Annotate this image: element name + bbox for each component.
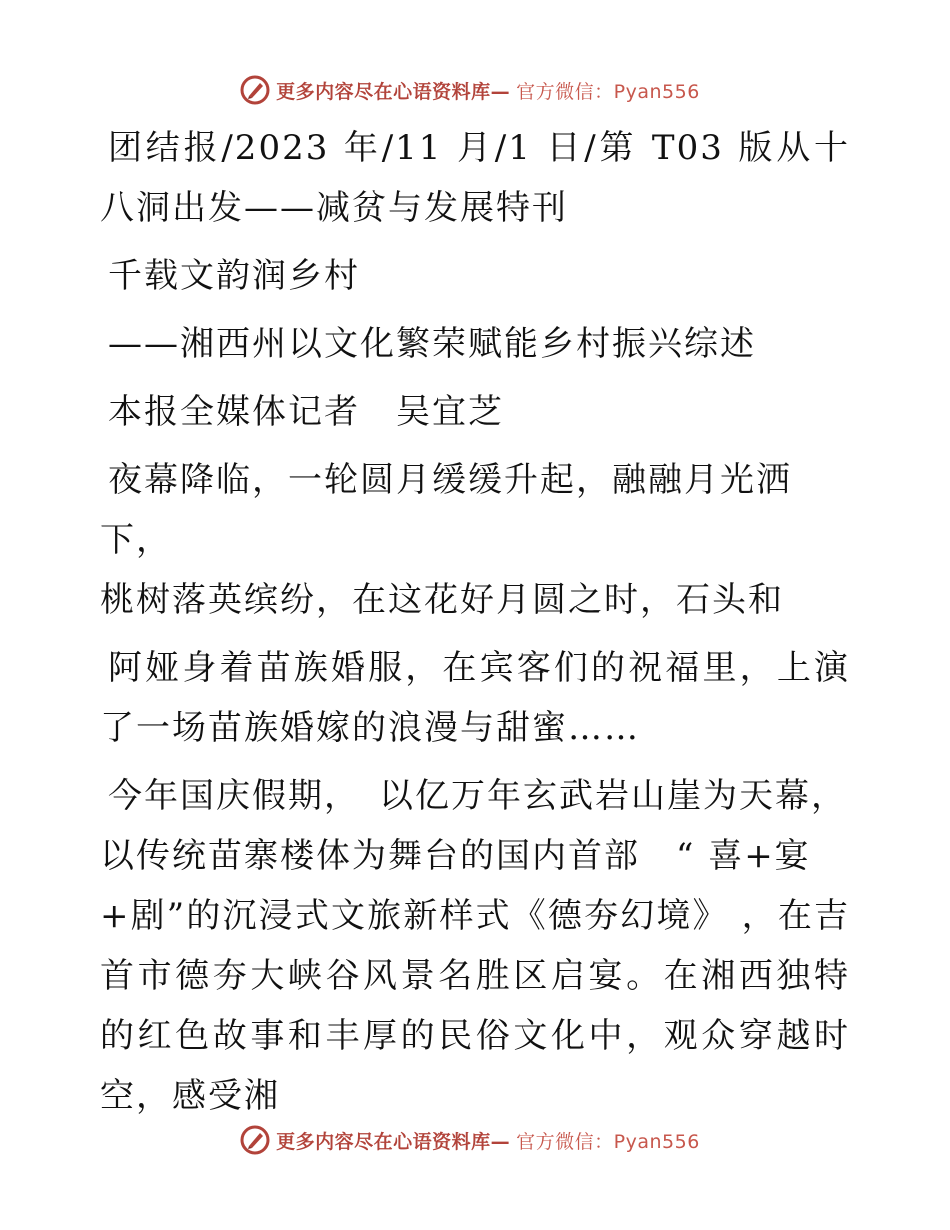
paragraph-1-line-1: 夜幕降临，一轮圆月缓缓升起，融融月光洒下，: [100, 460, 792, 560]
watermark-contact: 官方微信：Pyan556: [516, 1130, 700, 1153]
article-title: 千载文韵润乡村: [108, 256, 360, 296]
byline: 本报全媒体记者 吴宜芝: [108, 392, 504, 432]
watermark-text: 更多内容尽在心语资料库—: [276, 1130, 511, 1153]
paragraph-2: 阿娅身着苗族婚服，在宾客们的祝福里，上演了一场苗族婚嫁的浪漫与甜蜜……: [100, 648, 850, 748]
paragraph-3-line-1: 今年国庆假期， 以亿万年玄武岩山崖为天幕，: [108, 776, 847, 816]
watermark-text: 更多内容尽在心语资料库—: [276, 80, 511, 103]
pen-logo-icon: [240, 75, 270, 105]
paragraph-3-rest: +剧”的沉浸式文旅新样式《德夯幻境》 ，在吉首市德夯大峡谷风景名胜区启宴。在湘西独特的红色故事和丰厚的民俗文化中，观众穿越时空，感受湘: [100, 896, 850, 1116]
paragraph-1-line-2: 桃树落英缤纷，在这花好月圆之时，石头和: [100, 580, 784, 620]
footer-watermark: [0, 1120, 950, 1160]
watermark-contact: 官方微信：Pyan556: [516, 80, 700, 103]
source-line: 团结报/2023 年/11 月/1 日/第 T03 版从十八洞出发——减贫与发展特刊: [100, 128, 850, 228]
article-subtitle: ——湘西州以文化繁荣赋能乡村振兴综述: [108, 324, 756, 364]
paragraph-3-line-2: 以传统苗寨楼体为舞台的国内首部 “ 喜+宴: [100, 836, 811, 876]
header-watermark: [0, 70, 950, 110]
article-body: [100, 118, 850, 1126]
pen-logo-icon: [240, 1125, 270, 1155]
